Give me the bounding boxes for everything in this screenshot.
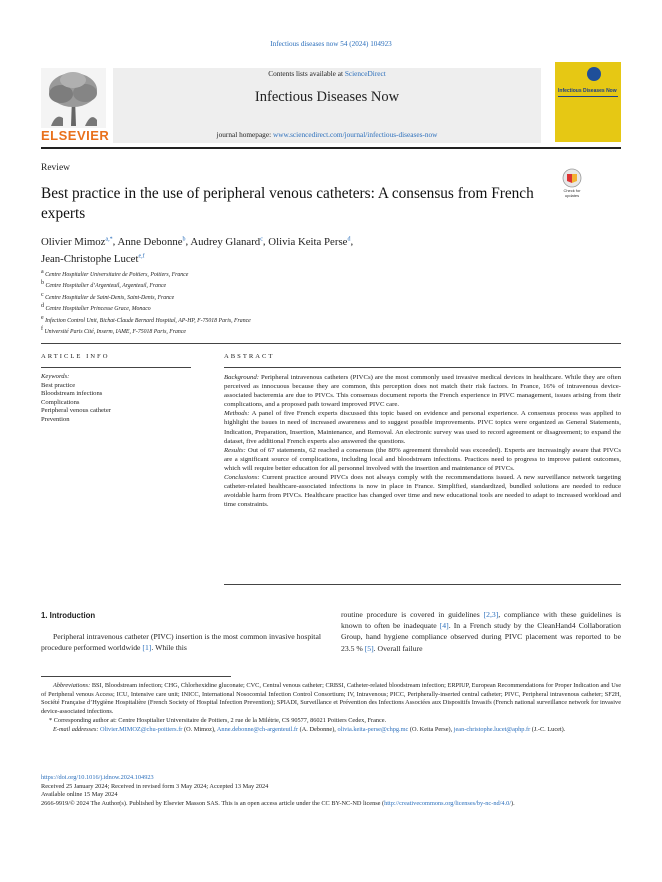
- keyword: Complications: [41, 398, 80, 406]
- author[interactable]: [117, 236, 185, 248]
- homepage-line: [113, 130, 541, 139]
- affiliation-text: Infection Control Unit, Bichat-Claude Bernard Hospital, AP-HP, F-75018 Paris, France: [45, 317, 251, 324]
- author-affiliation-marker[interactable]: e,f: [138, 253, 145, 260]
- author-list: Olivier Mimoz$^{a,*}$, Anne Debonne$^b$, Audrey Glanard$^c$, Olivia Keita Perse$^d$, Jean-Christophe Lucet$^{e,f}$: [41, 235, 354, 266]
- abstract-methods: [224, 409, 621, 445]
- abstract-heading: ABSTRACT: [224, 353, 275, 360]
- author[interactable]: [41, 236, 113, 248]
- email-owner: (O. Keita Perse),: [408, 725, 454, 733]
- author[interactable]: [190, 236, 263, 248]
- affiliation-key: b: [41, 280, 44, 287]
- cover-emblem-icon: [587, 67, 601, 81]
- license-statement: [41, 800, 621, 809]
- keyword: Bloodstream infections: [41, 390, 103, 398]
- abstract-body: [224, 373, 621, 509]
- abstract-section-text: Peripheral intravenous catheters (PIVCs) are the most commonly used invasive medical devices in healthcare. While they are often perceived as innocuous because they are common, this perception does not match their risk factors. In France, 16% of intravenous device-associated bacteremia are due to PIVCs. This consensus document reports the French experience in PIVC management, issues arising from their complications, and a proposed path toward improved PIVC care.: [224, 374, 621, 409]
- abstract-conclusions: [224, 473, 621, 509]
- affiliation-text: Centre Hospitalier Universitaire de Poitiers, Poitiers, France: [45, 271, 189, 278]
- abstract-background: [224, 373, 621, 409]
- affiliation-key: d: [41, 303, 44, 310]
- header-divider: [41, 147, 621, 149]
- email-owner: (J.-C. Lucet).: [530, 725, 566, 733]
- intro-right-column: [341, 609, 621, 654]
- intro-text: . While this: [151, 643, 187, 653]
- intro-text: Peripheral intravenous catheter (PIVC) insertion is the most common invasive hospital procedure performed worldwide: [41, 632, 321, 653]
- affiliation: [41, 268, 541, 279]
- keywords-block: [41, 373, 111, 425]
- intro-text: , compliance with these guidelines is known to often be inadequate: [341, 610, 621, 631]
- email-link[interactable]: Anne.debonne@ch-argenteuil.fr: [216, 725, 299, 733]
- citation-link[interactable]: [2,3]: [483, 610, 499, 619]
- author-affiliation-marker[interactable]: a,*: [105, 236, 113, 242]
- affiliation-text: Centre Hospitalier de Saint-Denis, Saint-Denis, France: [45, 294, 175, 301]
- citation-link[interactable]: [5]: [364, 643, 374, 653]
- author-affiliation-marker[interactable]: b: [182, 236, 186, 242]
- email-footnote: [41, 726, 621, 735]
- abstract-end-rule: [224, 584, 621, 585]
- abbreviations-footnote: [41, 682, 621, 717]
- check-for-updates-label: Check for updates: [563, 188, 581, 198]
- affiliation-text: Centre Hospitalier Princesse Grace, Monaco: [45, 306, 151, 313]
- affiliation: [41, 302, 541, 313]
- affiliation-divider: [41, 343, 621, 344]
- article-info-heading: ARTICLE INFO: [41, 353, 110, 360]
- keyword: Best practice: [41, 381, 76, 389]
- affiliation-key: e: [41, 314, 44, 321]
- cover-rule: [558, 96, 618, 97]
- corresponding-footnote: * Corresponding author at: Centre Hospitalier Universitaire de Poitiers, 2 rue de la Milétrie, CS 90577, 86021 Poitiers Cedex, France.: [49, 716, 387, 724]
- sciencedirect-link[interactable]: ScienceDirect: [344, 69, 386, 78]
- abstract-rule: [224, 367, 621, 368]
- license-text: 2666-9919/© 2024 The Author(s). Published by Elsevier Masson SAS. This is an open access article under the CC BY-NC-ND license (: [41, 800, 385, 808]
- abstract-section-label: Methods:: [224, 410, 250, 418]
- affiliation-text: Centre Hospitalier d’Argenteuil, Argenteuil, France: [45, 283, 167, 290]
- intro-left-column: [41, 631, 321, 653]
- affiliation-key: c: [41, 291, 44, 298]
- intro-text: . In a French study by the CleanHand4 Collaboration Group, hand hygiene compliance observed during PIVC placement was reported to be 23.5 %: [341, 621, 621, 653]
- article-type: Review: [41, 163, 71, 173]
- contents-prefix: Contents lists available at: [268, 69, 345, 78]
- publication-info: [41, 774, 621, 809]
- license-text: ).: [510, 800, 515, 808]
- license-link[interactable]: http://creativecommons.org/licenses/by-nc-nd/4.0/: [384, 800, 511, 808]
- affiliation-list: [41, 268, 541, 337]
- doi-link[interactable]: https://doi.org/10.1016/j.idnow.2024.104923: [41, 774, 154, 781]
- affiliation: [41, 291, 541, 302]
- affiliation-key: a: [41, 269, 44, 275]
- keyword: Peripheral venous catheter: [41, 407, 111, 415]
- abbreviations-label: Abbreviations:: [53, 682, 91, 689]
- received-dates: Received 25 January 2024; Received in revised form 3 May 2024; Accepted 13 May 2024: [41, 782, 269, 790]
- abstract-section-label: Conclusions:: [224, 474, 260, 482]
- section-heading-introduction: 1. Introduction: [41, 611, 96, 620]
- corresponding-text: Corresponding author at: Centre Hospitalier Universitaire de Poitiers, 2 rue de la Milétrie, CS 90577, 86021 Poitiers Cedex, France.: [53, 716, 387, 724]
- abbreviations-text: BSI, Bloodstream infection; CHG, Chlorhexidine gluconate; CVC, Central venous catheter; CRBSI, Catheter-related bloodstream infection; ERPIUP, European Recommendations for Proper Indication and Use of Peripheral venous Access; ICU, Intensive care unit; INICC, International Nosocomial Infection Control Consortium; IV, Intravenous; PICC, Peripherally-inserted central catheter; PIVC, Peripheral intravenous catheter; SF2H, Société Française d’Hygiène Hospitalière (French Society of Hospital Infection Prevention); SPIADI, Surveillance et Prévention des Infections Associées aux Dispositifs Invasifs (French national surveillance network for invasive device-associated infections.: [41, 682, 621, 716]
- email-link[interactable]: olivia.keita-perse@chpg.mc: [337, 725, 409, 733]
- abstract-section-text: Out of 67 statements, 62 reached a consensus (the 80% agreement threshold was exceeded). Experts are increasingly aware that PIVCs are a significant source of complications, including local and bloodstream infections. Practices need to progress to improve patient outcomes, which will require better education for all personnel involved with the insertion and maintenance of PIVCs.: [224, 446, 621, 472]
- intro-text: routine procedure is covered in guidelines: [341, 610, 484, 619]
- affiliation: [41, 314, 541, 325]
- email-link[interactable]: Olivier.MIMOZ@chu-poitiers.fr: [100, 725, 183, 733]
- keywords-label: Keywords:: [41, 373, 70, 380]
- article-title: Best practice in the use of peripheral venous catheters: A consensus from French experts: [41, 185, 534, 222]
- abstract-section-text: A panel of five French experts discussed this topic based on evidence and personal experience. A consensus process was applied to highlight the issues in need of increased awareness and to suggest possible improvements. PIVC topics were organized as General Statements, Indication, Preparation, Insertion, Maintenance, and Removal. An electronic survey was used to record agreement or disagreement; to expand the dataset, five additional French experts also answered the questions.: [224, 410, 621, 445]
- affiliation: [41, 325, 541, 336]
- citation-link[interactable]: [4]: [439, 621, 449, 631]
- affiliation-key: f: [41, 326, 43, 333]
- email-link[interactable]: jean-christophe.lucet@aphp.fr: [453, 725, 531, 733]
- affiliation: [41, 279, 541, 290]
- homepage-link[interactable]: www.sciencedirect.com/journal/infectious-diseases-now: [272, 130, 438, 139]
- keyword: Prevention: [41, 415, 70, 423]
- publisher-logo-text: ELSEVIER: [41, 128, 110, 143]
- article-info-rule: [41, 367, 191, 368]
- abstract-section-text: Current practice around PIVCs does not always comply with the recommendations issued. A new surveillance network targeting catheter-related healthcare-associated infections is now in place in France. Simplified, standardized, bundled solutions are needed to reduce avoidable harm from PIVCs. Healthcare practice has changed over time and new educational tools are needed to adapt to increased workload and time constraints.: [224, 474, 621, 509]
- email-owner: (A. Debonne),: [298, 725, 338, 733]
- homepage-prefix: journal homepage:: [216, 130, 273, 139]
- email-owner: (O. Mimoz),: [182, 725, 217, 733]
- footnote-rule: [41, 676, 231, 677]
- abstract-section-label: Background:: [224, 374, 259, 381]
- cover-title: Infectious Diseases Now: [558, 88, 617, 94]
- author-name: Anne Debonne: [117, 235, 183, 248]
- email-label: E-mail addresses:: [53, 725, 99, 733]
- journal-cover-thumbnail[interactable]: [555, 62, 621, 142]
- author[interactable]: [41, 253, 145, 265]
- check-for-updates-button[interactable]: [556, 166, 588, 198]
- footnotes: [41, 682, 621, 734]
- citation-link[interactable]: [1]: [142, 643, 152, 653]
- author-name: Jean-Christophe Lucet: [41, 253, 139, 266]
- abstract-results: [224, 446, 621, 473]
- abstract-section-label: Results:: [224, 446, 246, 454]
- journal-citation-link[interactable]: Infectious diseases now 54 (2024) 104923: [270, 40, 392, 48]
- author-name: Olivier Mimoz: [41, 235, 106, 248]
- author-affiliation-marker[interactable]: d: [347, 236, 351, 242]
- affiliation-text: Université Paris Cité, Inserm, IAME, F-75018 Paris, France: [44, 329, 186, 336]
- author[interactable]: [268, 236, 350, 248]
- journal-title: Infectious Diseases Now: [254, 89, 400, 105]
- author-affiliation-marker[interactable]: c: [260, 236, 263, 242]
- online-date: Available online 15 May 2024: [41, 791, 118, 799]
- author-name: Olivia Keita Perse: [268, 235, 348, 248]
- contents-line: [113, 69, 541, 78]
- author-name: Audrey Glanard: [190, 235, 261, 248]
- intro-text: . Overall failure: [373, 643, 423, 653]
